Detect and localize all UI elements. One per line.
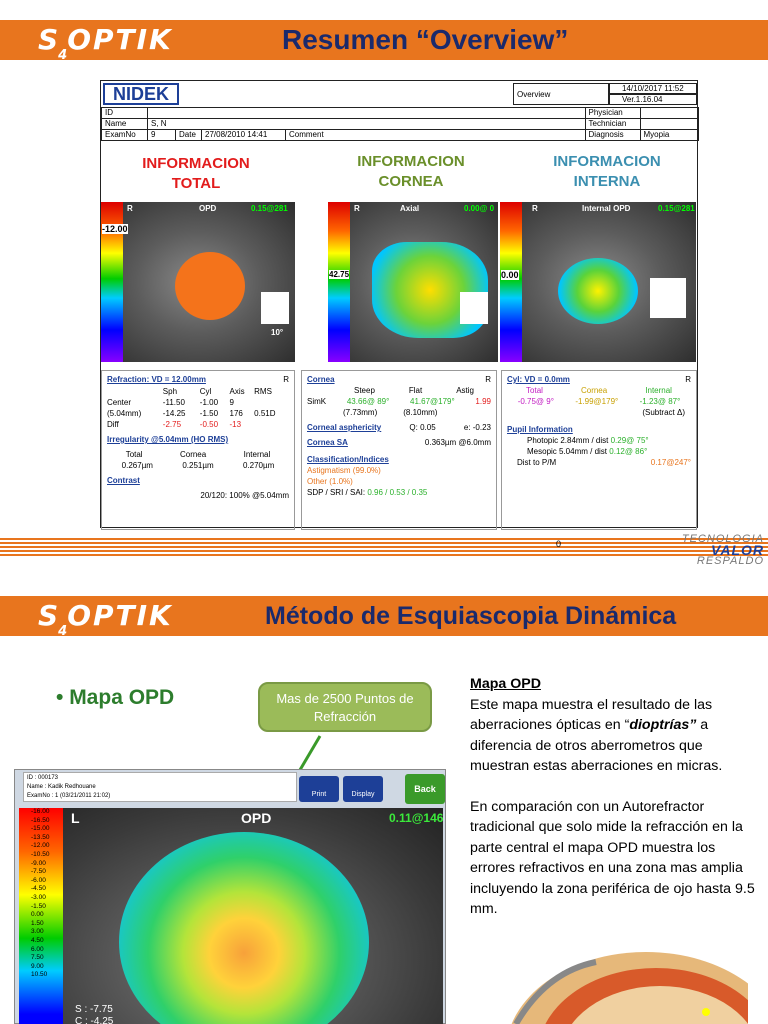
scale-tick-label: -16.50 (31, 816, 50, 824)
cylinder-value: C : -4.25 (75, 1016, 114, 1024)
physician-label: Physician (585, 108, 640, 119)
column-title-internal: INFORMACION INTERNA (553, 153, 661, 190)
scale-tick-label: -7.50 (31, 868, 46, 876)
date-label: Date (176, 130, 202, 141)
footer-stripes (0, 538, 768, 558)
display-button[interactable]: Display (343, 776, 383, 802)
examno-value: 9 (148, 130, 176, 141)
eye-label: R (532, 204, 538, 213)
eye-label: R (127, 204, 133, 213)
column-title-cornea: INFORMACION CORNEA (357, 153, 465, 190)
opd-color-scale (19, 808, 63, 1024)
name-value: S, N (148, 119, 586, 130)
scale-tick-label: -9.00 (31, 859, 46, 867)
slide-title: Resumen “Overview” (282, 24, 569, 55)
map-name: Internal OPD (582, 204, 631, 213)
callout-refraction-points: Mas de 2500 Puntos de Refracción (258, 682, 432, 732)
report-header (101, 81, 699, 149)
date-value: 27/08/2010 14:41 (202, 130, 286, 141)
title-bar (0, 20, 768, 63)
scale-tick-label: 6.00 (31, 945, 44, 953)
scale-tick-label: -4.50 (31, 885, 46, 893)
valor-logo: TECNOLOGIA VALOR RESPALDO (681, 533, 764, 567)
map-value: 0.15@281 (658, 204, 695, 213)
report-version: Ver.1.16.04 (609, 94, 697, 105)
scale-tick-label: 7.50 (31, 954, 44, 962)
diagnosis-label: Diagnosis (585, 130, 640, 141)
internal-opd-map (500, 202, 696, 362)
scale-tick-label: -16.00 (31, 808, 50, 815)
s4optik-logo: $S_4OPTIK$ (38, 599, 173, 639)
comment-label: Comment (286, 130, 586, 141)
eye-label: R (354, 204, 360, 213)
scale-tick-label: -3.00 (31, 893, 46, 901)
back-button[interactable]: Back (405, 774, 445, 804)
examno-label: ExamNo (102, 130, 148, 141)
description-text (470, 674, 762, 920)
opd-software-window (14, 769, 446, 1024)
opd-map-total (101, 202, 295, 362)
panel-total: Refraction: VD = 12.00mm R Sph Cyl Axis RMS Center -11.50 -1.00 9 (5.04mm) -14.25 -1.50 176 0.51D Diff -2.75 -0.50 -13 Irregularity @5.04mm (HO RMS) Total Cornea Internal 0.267µm 0.251µm 0.270µm Contrast 20/120: 100% @5.04mm (101, 370, 295, 530)
scale-value: -12.00 (102, 224, 128, 234)
scale-value: 0.00 (501, 270, 519, 280)
nidek-logo: NIDEK (103, 83, 179, 105)
map-color-scale (500, 202, 522, 362)
map-color-scale (328, 202, 350, 362)
scale-tick-label: -6.00 (31, 876, 46, 884)
scale-value: 42.75 (329, 270, 350, 279)
scale-tick-label: -1.50 (31, 902, 46, 910)
id-label: ID (102, 108, 148, 119)
panel-cornea: Cornea R Steep Flat Astig SimK 43.66@ 89° 41.67@179° 1.99 (7.73mm) (8.10mm) Corneal asphericity Q: 0.05 e: -0.23 Cornea SA 0.363µm @6.0mm Classification/Indices Astigmatism (99.0%) Other (1.0%) SDP / SRI / SAI: 0.96 / 0.53 / 0.35 (301, 370, 497, 530)
map-value: 0.15@281 (251, 204, 288, 213)
name-label: Name (102, 119, 148, 130)
bullet-mapa-opd: • Mapa OPD (56, 686, 175, 709)
scale-tick-label: 1.50 (31, 919, 44, 927)
text-heading: Mapa OPD (470, 676, 541, 692)
axial-map-cornea (328, 202, 498, 362)
sphere-value: S : -7.75 (75, 1004, 113, 1015)
opd-color-map (119, 832, 369, 1024)
scale-tick-label: 9.00 (31, 962, 44, 970)
map-value: 0.11@146 (389, 811, 443, 825)
patient-info-box: ID : 000173 Name : Kadik Redhouane ExamNo : 1 (03/21/2011 21:02) (23, 772, 297, 802)
page-number: 0 (556, 539, 562, 549)
patient-table (101, 107, 699, 141)
psf-thumbnail (261, 292, 289, 324)
scale-tick-label: -13.50 (31, 833, 50, 841)
report-datetime: 14/10/2017 11:52 (609, 83, 697, 94)
print-button[interactable]: Print (299, 776, 339, 802)
slide-title: Método de Esquiascopia Dinámica (265, 602, 677, 630)
overview-label: Overview (513, 83, 609, 105)
psf-thumbnail (460, 292, 488, 324)
scale-tick-label: -12.00 (31, 842, 50, 850)
slide-esquiascopia (0, 576, 768, 1024)
psf-thumbnail (650, 278, 686, 318)
refraction-table: Sph Cyl Axis RMS Center -11.50 -1.00 9 (5.04mm) -14.25 -1.50 176 0.51D Diff -2.75 -0.50 -13 (107, 387, 276, 429)
eye-cross-section-icon (446, 942, 748, 1024)
scale-tick-label: 0.00 (31, 911, 44, 919)
scale-tick-label: 4.50 (31, 936, 44, 944)
diagnosis-value: Myopia (640, 130, 698, 141)
panel-internal: Cyl: VD = 0.0mm R Total Cornea Internal -0.75@ 9° -1.99@179° -1.23@ 87° (Subtract Δ) Pupil Information Photopic 2.84mm / dist 0.29@ 75° Mesopic 5.04mm / dist 0.12@ 86° Dist to P/M 0.17@247° (501, 370, 697, 530)
opd-map-image (19, 808, 443, 1024)
map-value: 0.00@ 0 (464, 204, 495, 213)
scale-tick-label: 10.50 (31, 971, 48, 979)
scale-tick-label: -15.00 (31, 825, 50, 833)
technician-label: Technician (585, 119, 640, 130)
eye-anatomy-illustration (446, 942, 748, 1024)
map-name: Axial (400, 204, 420, 213)
map-name: OPD (199, 204, 217, 213)
s4optik-logo: $S_4OPTIK$ (38, 23, 173, 63)
column-title-total: INFORMACION TOTAL (142, 155, 250, 192)
degree-mark: 10° (271, 328, 284, 337)
scale-tick-label: -10.50 (31, 850, 50, 858)
map-name: OPD (241, 810, 272, 826)
eye-label: L (71, 810, 80, 826)
title-bar (0, 596, 768, 639)
text-paragraph-1: Este mapa muestra el resultado de las aberraciones ópticas en “dioptrías” a diferencia de otros aberrometros que muestran estas aberraciones en micras. (470, 696, 723, 774)
scale-tick-label: 3.00 (31, 928, 44, 936)
text-paragraph-2: En comparación con un Autorefractor tradicional que solo mide la refracción en la parte central el mapa OPD muestra los errores refractivos en una zona mas amplia incluyendo la zona periférica de ojo hasta 9.5 mm. (470, 798, 755, 917)
